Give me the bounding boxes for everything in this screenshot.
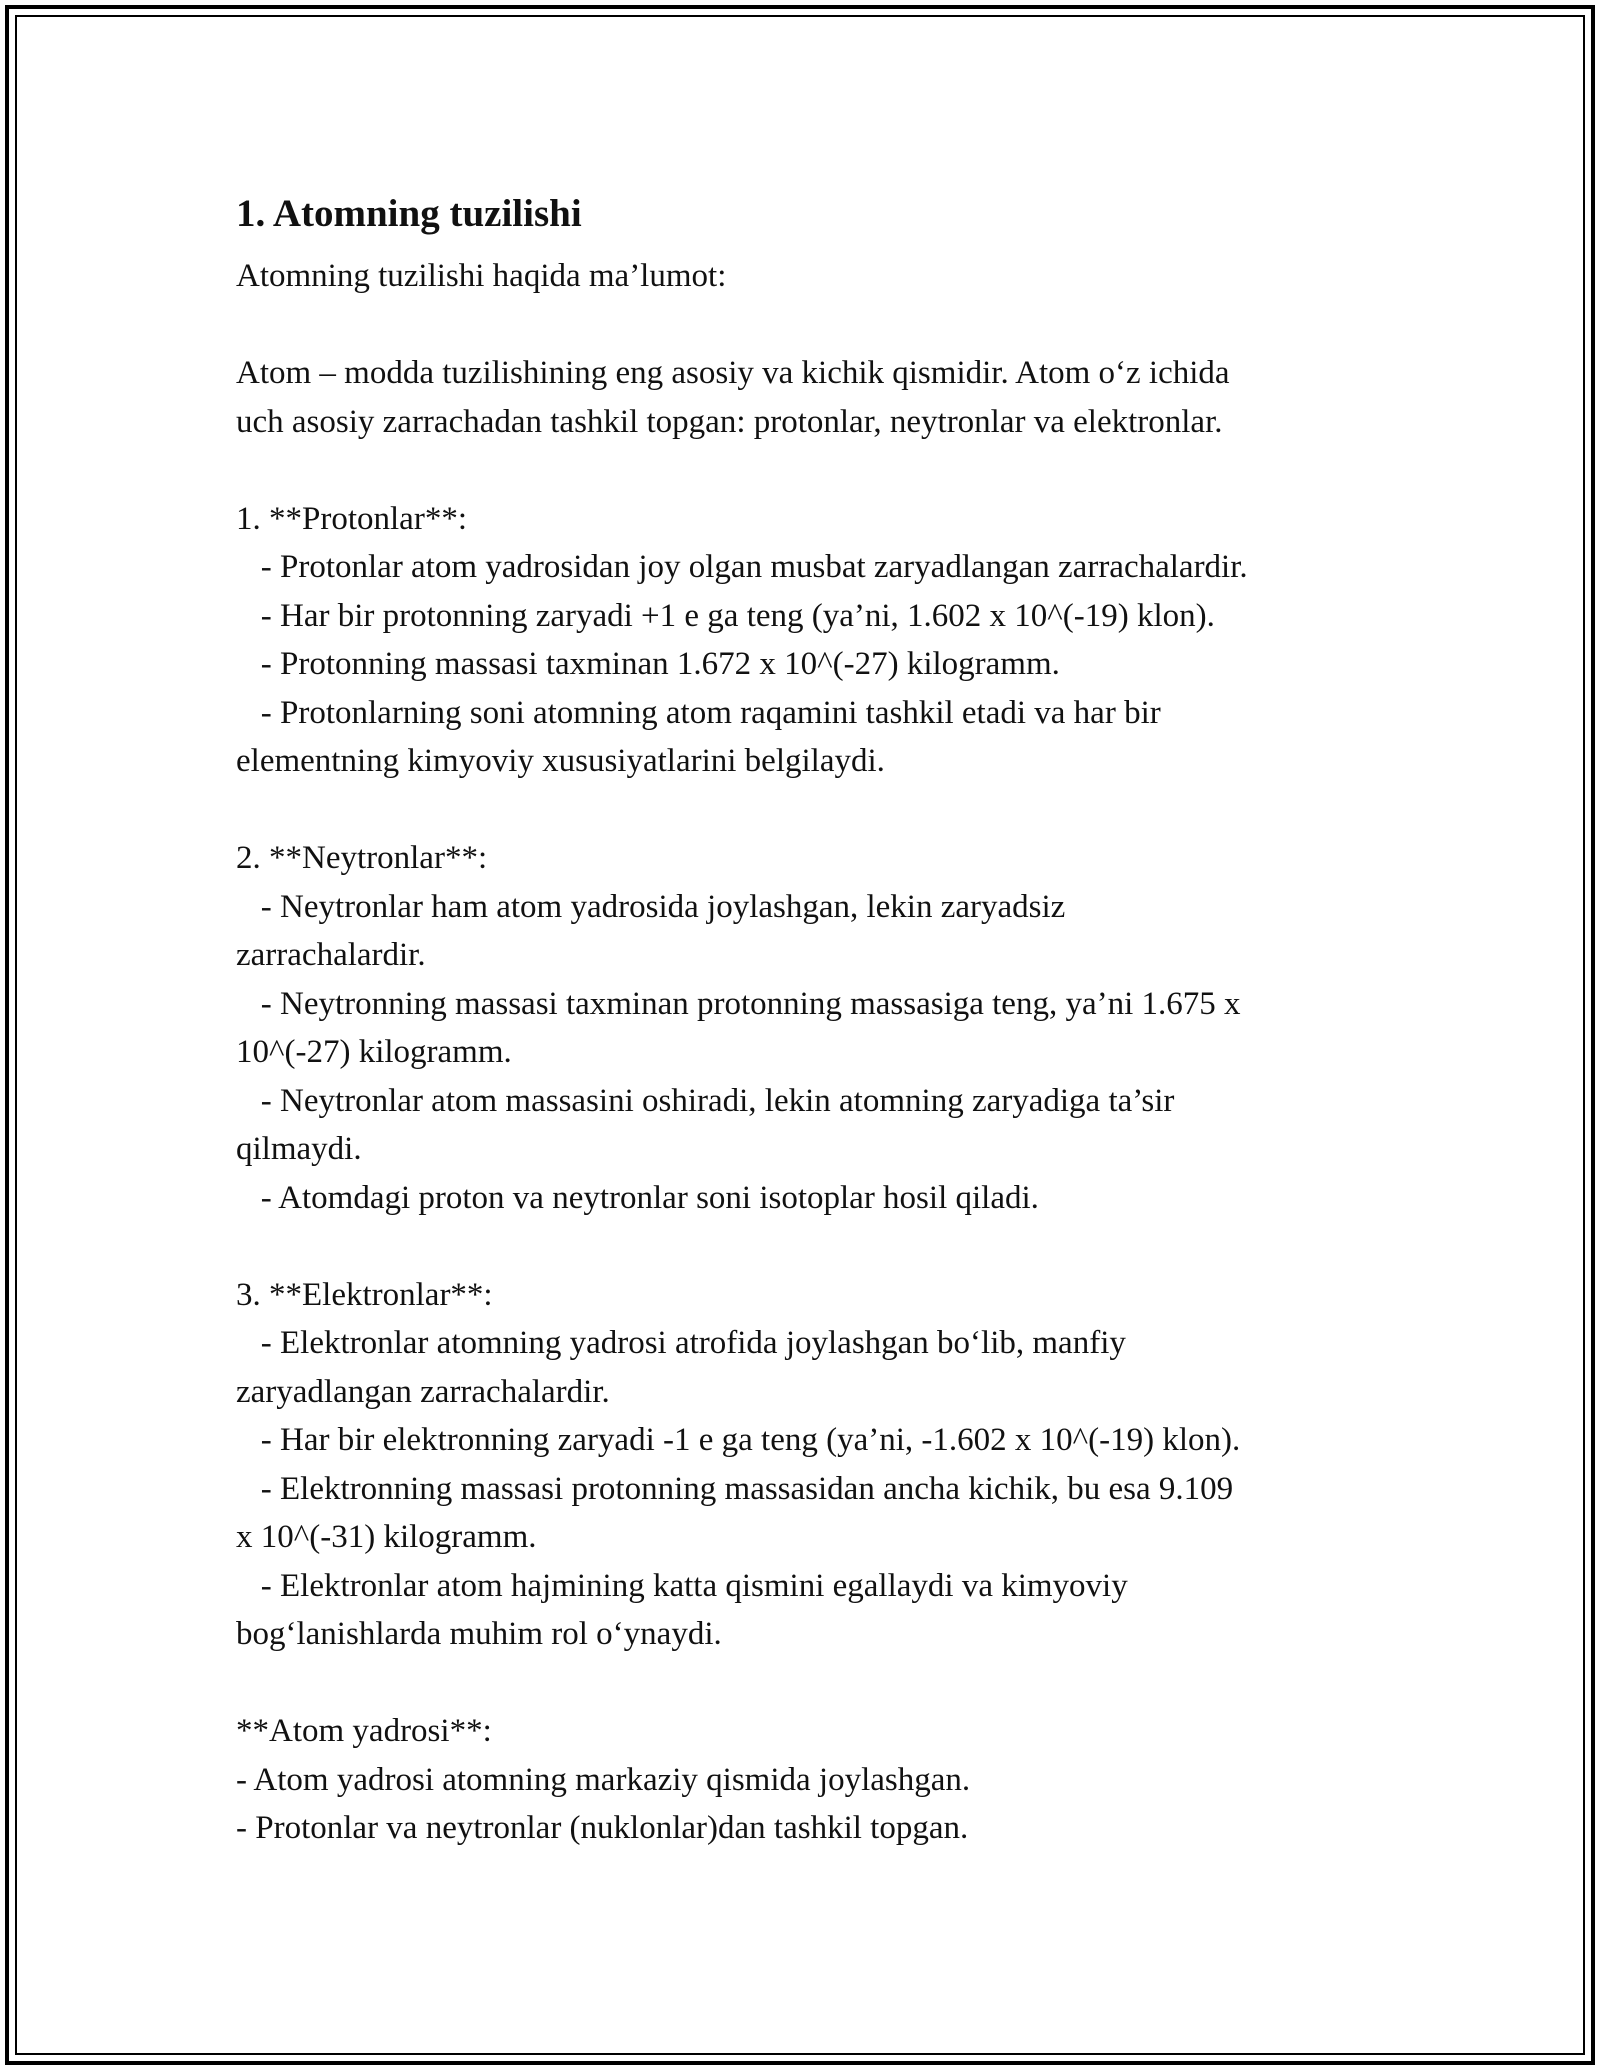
electrons-line: - Elektronlar atom hajmining katta qismini egallaydi va kimyoviy <box>236 1567 1128 1604</box>
document-title: 1. Atomning tuzilishi <box>236 192 582 235</box>
electrons-line: - Har bir elektronning zaryadi -1 e ga teng (ya’ni, -1.602 x 10^(-19) klon). <box>236 1422 1241 1458</box>
blank-line <box>236 1222 1386 1271</box>
protons-line: - Protonning massasi taxminan 1.672 x 10^(-27) kilogramm. <box>236 646 1060 682</box>
neutrons-line: - Neytronlar atom massasini oshiradi, lekin atomning zaryadiga ta’sir <box>236 1082 1175 1119</box>
intro-text: Atomning tuzilishi haqida ma’lumot: <box>236 258 727 294</box>
neutrons-line: - Atomdagi proton va neytronlar soni isotoplar hosil qiladi. <box>236 1179 1039 1216</box>
electrons-line: - Elektronlar atomning yadrosi atrofida joylashgan bo‘lib, manfiy <box>236 1325 1126 1361</box>
definition-line: uch asosiy zarrachadan tashkil topgan: protonlar, neytronlar va elektronlar. <box>236 403 1223 440</box>
electrons-line: - Elektronning massasi protonning massasidan ancha kichik, bu esa 9.109 <box>236 1470 1234 1507</box>
neutrons-line: 10^(-27) kilogramm. <box>236 1034 512 1070</box>
neutrons-line: qilmaydi. <box>236 1131 362 1167</box>
nucleus-line: - Protonlar va neytronlar (nuklonlar)dan tashkil topgan. <box>236 1810 969 1846</box>
protons-line: elementning kimyoviy xususiyatlarini belgilaydi. <box>236 743 885 779</box>
electrons-heading: 3. **Elektronlar**: <box>236 1276 493 1313</box>
electrons-line: x 10^(-31) kilogramm. <box>236 1519 537 1555</box>
protons-line: - Har bir protonning zaryadi +1 e ga teng (ya’ni, 1.602 x 10^(-19) klon). <box>236 597 1215 634</box>
neutrons-line: zarrachalardir. <box>236 937 426 973</box>
neutrons-line: - Neytronlar ham atom yadrosida joylashgan, lekin zaryadsiz <box>236 888 1066 925</box>
nucleus-line: - Atom yadrosi atomning markaziy qismida joylashgan. <box>236 1761 971 1798</box>
blank-line <box>236 301 1386 350</box>
protons-heading: 1. **Protonlar**: <box>236 500 467 537</box>
document-body <box>236 186 1386 1853</box>
blank-line <box>236 786 1386 835</box>
electrons-line: zaryadlangan zarrachalardir. <box>236 1373 610 1410</box>
neutrons-line: - Neytronning massasi taxminan protonning massasiga teng, ya’ni 1.675 x <box>236 985 1241 1022</box>
definition-line: Atom – modda tuzilishining eng asosiy va kichik qismidir. Atom o‘z ichida <box>236 355 1230 391</box>
protons-line: - Protonlarning soni atomning atom raqamini tashkil etadi va har bir <box>236 694 1161 731</box>
nucleus-heading: **Atom yadrosi**: <box>236 1713 492 1749</box>
blank-line <box>236 1659 1386 1708</box>
electrons-line: bog‘lanishlarda muhim rol o‘ynaydi. <box>236 1616 722 1652</box>
blank-line <box>236 446 1386 495</box>
protons-line: - Protonlar atom yadrosidan joy olgan musbat zaryadlangan zarrachalardir. <box>236 549 1248 585</box>
neutrons-heading: 2. **Neytronlar**: <box>236 840 488 876</box>
